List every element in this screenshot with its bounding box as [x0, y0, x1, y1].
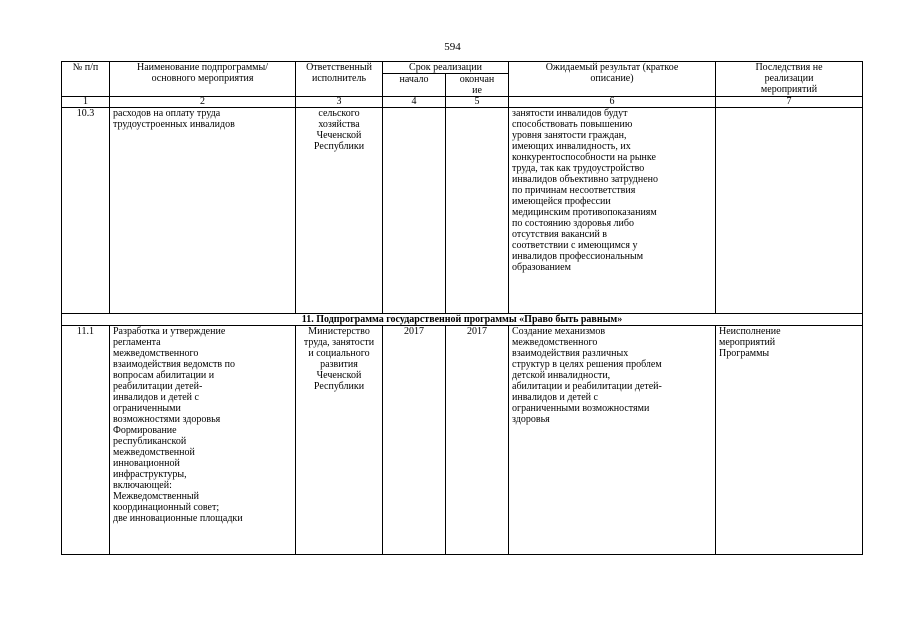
- table-row: [62, 326, 863, 555]
- header-result: Ожидаемый результат (краткое описание): [509, 62, 716, 97]
- program-table: [61, 61, 863, 555]
- row-number: 10.3: [62, 108, 110, 314]
- row-result: Создание механизмов межведомственного взаимодействия различных структур в целях решения проблем детской инвалидности, абилитации и реабилитации детей- инвалидов и детей с ограниченными возможностями здоровья: [509, 326, 716, 555]
- row-executor: сельского хозяйства Чеченской Республики: [296, 108, 383, 314]
- header-start: начало: [383, 74, 446, 97]
- section-row: [62, 314, 863, 326]
- column-number: 6: [509, 97, 716, 108]
- column-number: 7: [716, 97, 863, 108]
- page-number: 594: [444, 41, 461, 53]
- header-term: Срок реализации: [383, 62, 509, 74]
- row-end: 2017: [446, 326, 509, 555]
- row-consequences: Неисполнение мероприятий Программы: [716, 326, 863, 555]
- header-end: окончан ие: [446, 74, 509, 97]
- column-number: 2: [110, 97, 296, 108]
- row-name: Разработка и утверждение регламента межведомственного взаимодействия ведомств по вопросам абилитации и реабилитации детей- инвалидов и детей с ограниченными возможностями здоровья Формирование республиканской межведомственной инновационной инфраструктуры, включающей: Межведомственный координационный совет; две инновационные площадки: [110, 326, 296, 555]
- row-start: [383, 108, 446, 314]
- header-row: [62, 62, 863, 74]
- row-executor: Министерство труда, занятости и социального развития Чеченской Республики: [296, 326, 383, 555]
- header-executor: Ответственный исполнитель: [296, 62, 383, 97]
- row-end: [446, 108, 509, 314]
- row-result: занятости инвалидов будут способствовать повышению уровня занятости граждан, имеющих инвалидность, их конкурентоспособности на рынке труда, так как трудоустройство инвалидов объективно затруднено по причинам несоответствия имеющейся профессии медицинским противопоказаниям по состоянию здоровья либо отсутствия вакансий в соответствии с имеющимся у инвалидов профессиональным образованием: [509, 108, 716, 314]
- table-row: [62, 108, 863, 314]
- column-number: 1: [62, 97, 110, 108]
- row-name: расходов на оплату труда трудоустроенных инвалидов: [110, 108, 296, 314]
- row-consequences: [716, 108, 863, 314]
- header-consequences: Последствия не реализации мероприятий: [716, 62, 863, 97]
- column-number: 3: [296, 97, 383, 108]
- section-title: 11. Подпрограмма государственной программы «Право быть равным»: [62, 314, 863, 326]
- header-num: № п/п: [62, 62, 110, 97]
- column-number: 4: [383, 97, 446, 108]
- row-number: 11.1: [62, 326, 110, 555]
- header-name: Наименование подпрограммы/ основного мероприятия: [110, 62, 296, 97]
- column-number-row: [62, 97, 863, 108]
- column-number: 5: [446, 97, 509, 108]
- row-start: 2017: [383, 326, 446, 555]
